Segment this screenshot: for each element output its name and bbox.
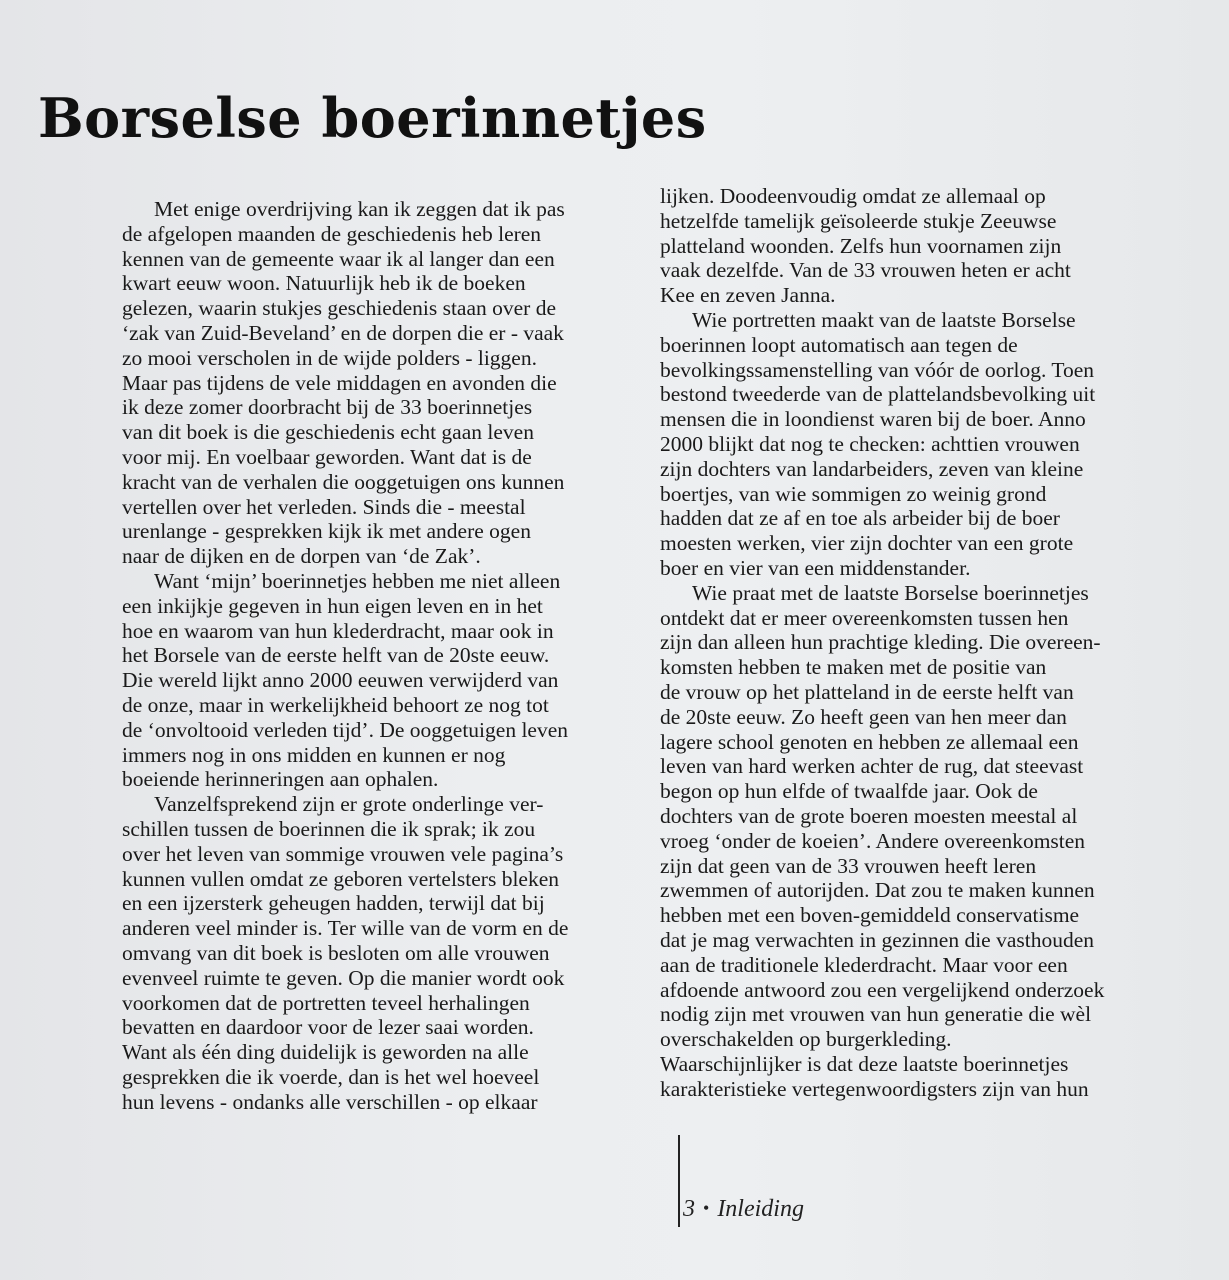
paragraph xyxy=(660,184,1180,308)
text-line: zijn dat geen van de 33 vrouwen heeft leren xyxy=(660,853,1037,878)
text-line: Wie portretten maakt van de laatste Borselse xyxy=(692,307,1076,332)
text-line: Maar pas tijdens de vele middagen en avonden die xyxy=(122,370,557,395)
paragraph xyxy=(122,792,622,1114)
text-line: omvang van dit boek is besloten om alle vrouwen xyxy=(122,940,550,965)
text-line: moesten werken, vier zijn dochter van een grote xyxy=(660,531,1074,556)
text-line: 2000 blijkt dat nog te checken: achttien vrouwen xyxy=(660,431,1080,456)
text-line: hadden dat ze af en toe als arbeider bij de boer xyxy=(660,506,1060,531)
text-line: Kee en zeven Janna. xyxy=(660,283,836,308)
text-line: schillen tussen de boerinnen die ik sprak; ik zou xyxy=(122,816,536,841)
text-line: boer en vier van een middenstander. xyxy=(660,555,971,580)
text-line: ik deze zomer doorbracht bij de 33 boerinnetjes xyxy=(122,395,533,420)
text-line: overschakelden op burgerkleding. xyxy=(660,1027,952,1052)
text-line: boertjes, van wie sommigen zo weinig grond xyxy=(660,481,1047,506)
text-line: Waarschijnlijker is dat deze laatste boerinnetjes xyxy=(660,1051,1069,1076)
paragraph xyxy=(122,197,622,569)
text-line: leven van hard werken achter de rug, dat steevast xyxy=(660,754,1084,779)
text-line: nodig zijn met vrouwen van hun generatie die wèl xyxy=(660,1002,1092,1027)
text-line: lagere school genoten en hebben ze allemaal een xyxy=(660,729,1079,754)
text-line: kwart eeuw woon. Natuurlijk heb ik de boeken xyxy=(122,271,526,296)
section-name: Inleiding xyxy=(717,1196,804,1222)
text-line: mensen die in loondienst waren bij de boer. Anno xyxy=(660,407,1086,432)
text-line: platteland woonden. Zelfs hun voornamen zijn xyxy=(660,233,1062,258)
text-line: urenlange - gesprekken kijk ik met andere ogen xyxy=(122,519,531,544)
text-line: afdoende antwoord zou een vergelijkend onderzoek xyxy=(660,977,1105,1002)
text-line: ontdekt dat er meer overeenkomsten tussen hen xyxy=(660,605,1069,630)
text-line: anderen veel minder is. Ter wille van de vorm en de xyxy=(122,916,569,941)
text-line: boeiende herinneringen aan ophalen. xyxy=(122,767,439,792)
text-line: voorkomen dat de portretten teveel herhalingen xyxy=(122,990,530,1015)
text-line: van dit boek is die geschiedenis echt gaan leven xyxy=(122,420,534,445)
text-line: de onze, maar in werkelijkheid behoort ze nog tot xyxy=(122,692,549,717)
footer-vertical-rule xyxy=(678,1135,680,1227)
text-line: begon op hun elfde of twaalfde jaar. Ook de xyxy=(660,779,1038,804)
text-line: Vanzelfsprekend zijn er grote onderlinge ver- xyxy=(154,792,544,817)
text-line: zijn dochters van landarbeiders, zeven van kleine xyxy=(660,456,1084,481)
right-column xyxy=(660,184,1180,1101)
text-line: aan de traditionele klederdracht. Maar voor een xyxy=(660,952,1068,977)
text-line: bevolkingssamenstelling van vóór de oorlog. Toen xyxy=(660,357,1094,382)
text-line: lijken. Doodeenvoudig omdat ze allemaal op xyxy=(660,184,1046,208)
text-line: het Borsele van de eerste helft van de 20ste eeuw. xyxy=(122,643,550,668)
text-line: Wie praat met de laatste Borselse boerinnetjes xyxy=(692,580,1089,605)
text-line: de afgelopen maanden de geschiedenis heb leren xyxy=(122,221,542,246)
text-line: hun levens - ondanks alle verschillen - op elkaar xyxy=(122,1089,538,1114)
text-line: naar de dijken en de dorpen van ‘de Zak’. xyxy=(122,544,481,569)
paragraph xyxy=(660,581,1180,1052)
text-line: de ‘onvoltooid verleden tijd’. De ooggetuigen leven xyxy=(122,717,568,742)
text-line: de 20ste eeuw. Zo heeft geen van hen meer dan xyxy=(660,704,1067,729)
text-line: Want als één ding duidelijk is geworden na alle xyxy=(122,1040,529,1065)
paragraph xyxy=(660,308,1180,581)
text-line: een inkijkje gegeven in hun eigen leven en in het xyxy=(122,593,543,618)
text-line: zo mooi verscholen in de wijde polders - liggen. xyxy=(122,345,537,370)
footer-bullet: • xyxy=(703,1198,710,1218)
text-line: bestond tweederde van de plattelandsbevolking uit xyxy=(660,382,1096,407)
text-line: kracht van de verhalen die ooggetuigen ons kunnen xyxy=(122,469,565,494)
text-line: Met enige overdrijving kan ik zeggen dat ik pas xyxy=(154,197,565,221)
text-line: vaak dezelfde. Van de 33 vrouwen heten er acht xyxy=(660,258,1071,283)
text-line: hetzelfde tamelijk geïsoleerde stukje Zeeuwse xyxy=(660,208,1057,233)
text-line: gesprekken die ik voerde, dan is het wel hoeveel xyxy=(122,1064,540,1089)
text-line: boerinnen loopt automatisch aan tegen de xyxy=(660,332,1018,357)
text-line: voor mij. En voelbaar geworden. Want dat is de xyxy=(122,444,532,469)
text-line: zwemmen of autorijden. Dat zou te maken kunnen xyxy=(660,878,1095,903)
text-line: hebben met een boven-gemiddeld conservatisme xyxy=(660,903,1080,928)
text-line: hoe en waarom van hun klederdracht, maar ook in xyxy=(122,618,554,643)
text-line: Die wereld lijkt anno 2000 eeuwen verwijderd van xyxy=(122,668,559,693)
text-line: dat je mag verwachten in gezinnen die vasthouden xyxy=(660,927,1095,952)
text-line: kennen van de gemeente waar ik al langer dan een xyxy=(122,246,555,271)
page-footer xyxy=(683,1196,804,1223)
text-line: ‘zak van Zuid-Beveland’ en de dorpen die er - vaak xyxy=(122,320,564,345)
text-line: vroeg ‘onder de koeien’. Andere overeenkomsten xyxy=(660,828,1086,853)
text-line: komsten hebben te maken met de positie van xyxy=(660,655,1047,680)
text-line: en een ijzersterk geheugen hadden, terwijl dat bij xyxy=(122,891,545,916)
text-line: vertellen over het verleden. Sinds die - meestal xyxy=(122,494,526,519)
paragraph xyxy=(122,569,622,792)
text-line: dochters van de grote boeren moesten meestal al xyxy=(660,803,1078,828)
text-line: karakteristieke vertegenwoordigsters zijn van hun xyxy=(660,1076,1089,1101)
text-line: immers nog in ons midden en kunnen er nog xyxy=(122,742,506,767)
left-column xyxy=(122,197,622,1114)
text-line: Want ‘mijn’ boerinnetjes hebben me niet alleen xyxy=(154,568,561,593)
page-title: Borselse boerinnetjes xyxy=(38,86,707,150)
text-line: kunnen vullen omdat ze geboren vertelsters bleken xyxy=(122,866,560,891)
text-line: over het leven van sommige vrouwen vele pagina’s xyxy=(122,841,564,866)
text-line: zijn dan alleen hun prachtige kleding. Die overeen- xyxy=(660,630,1101,655)
text-line: gelezen, waarin stukjes geschiedenis staan over de xyxy=(122,296,557,321)
text-line: bevatten en daardoor voor de lezer saai worden. xyxy=(122,1015,534,1040)
text-line: evenveel ruimte te geven. Op die manier wordt ook xyxy=(122,965,565,990)
paragraph xyxy=(660,1052,1180,1102)
text-line: de vrouw op het platteland in de eerste helft van xyxy=(660,679,1074,704)
page-number: 3 xyxy=(683,1196,695,1222)
